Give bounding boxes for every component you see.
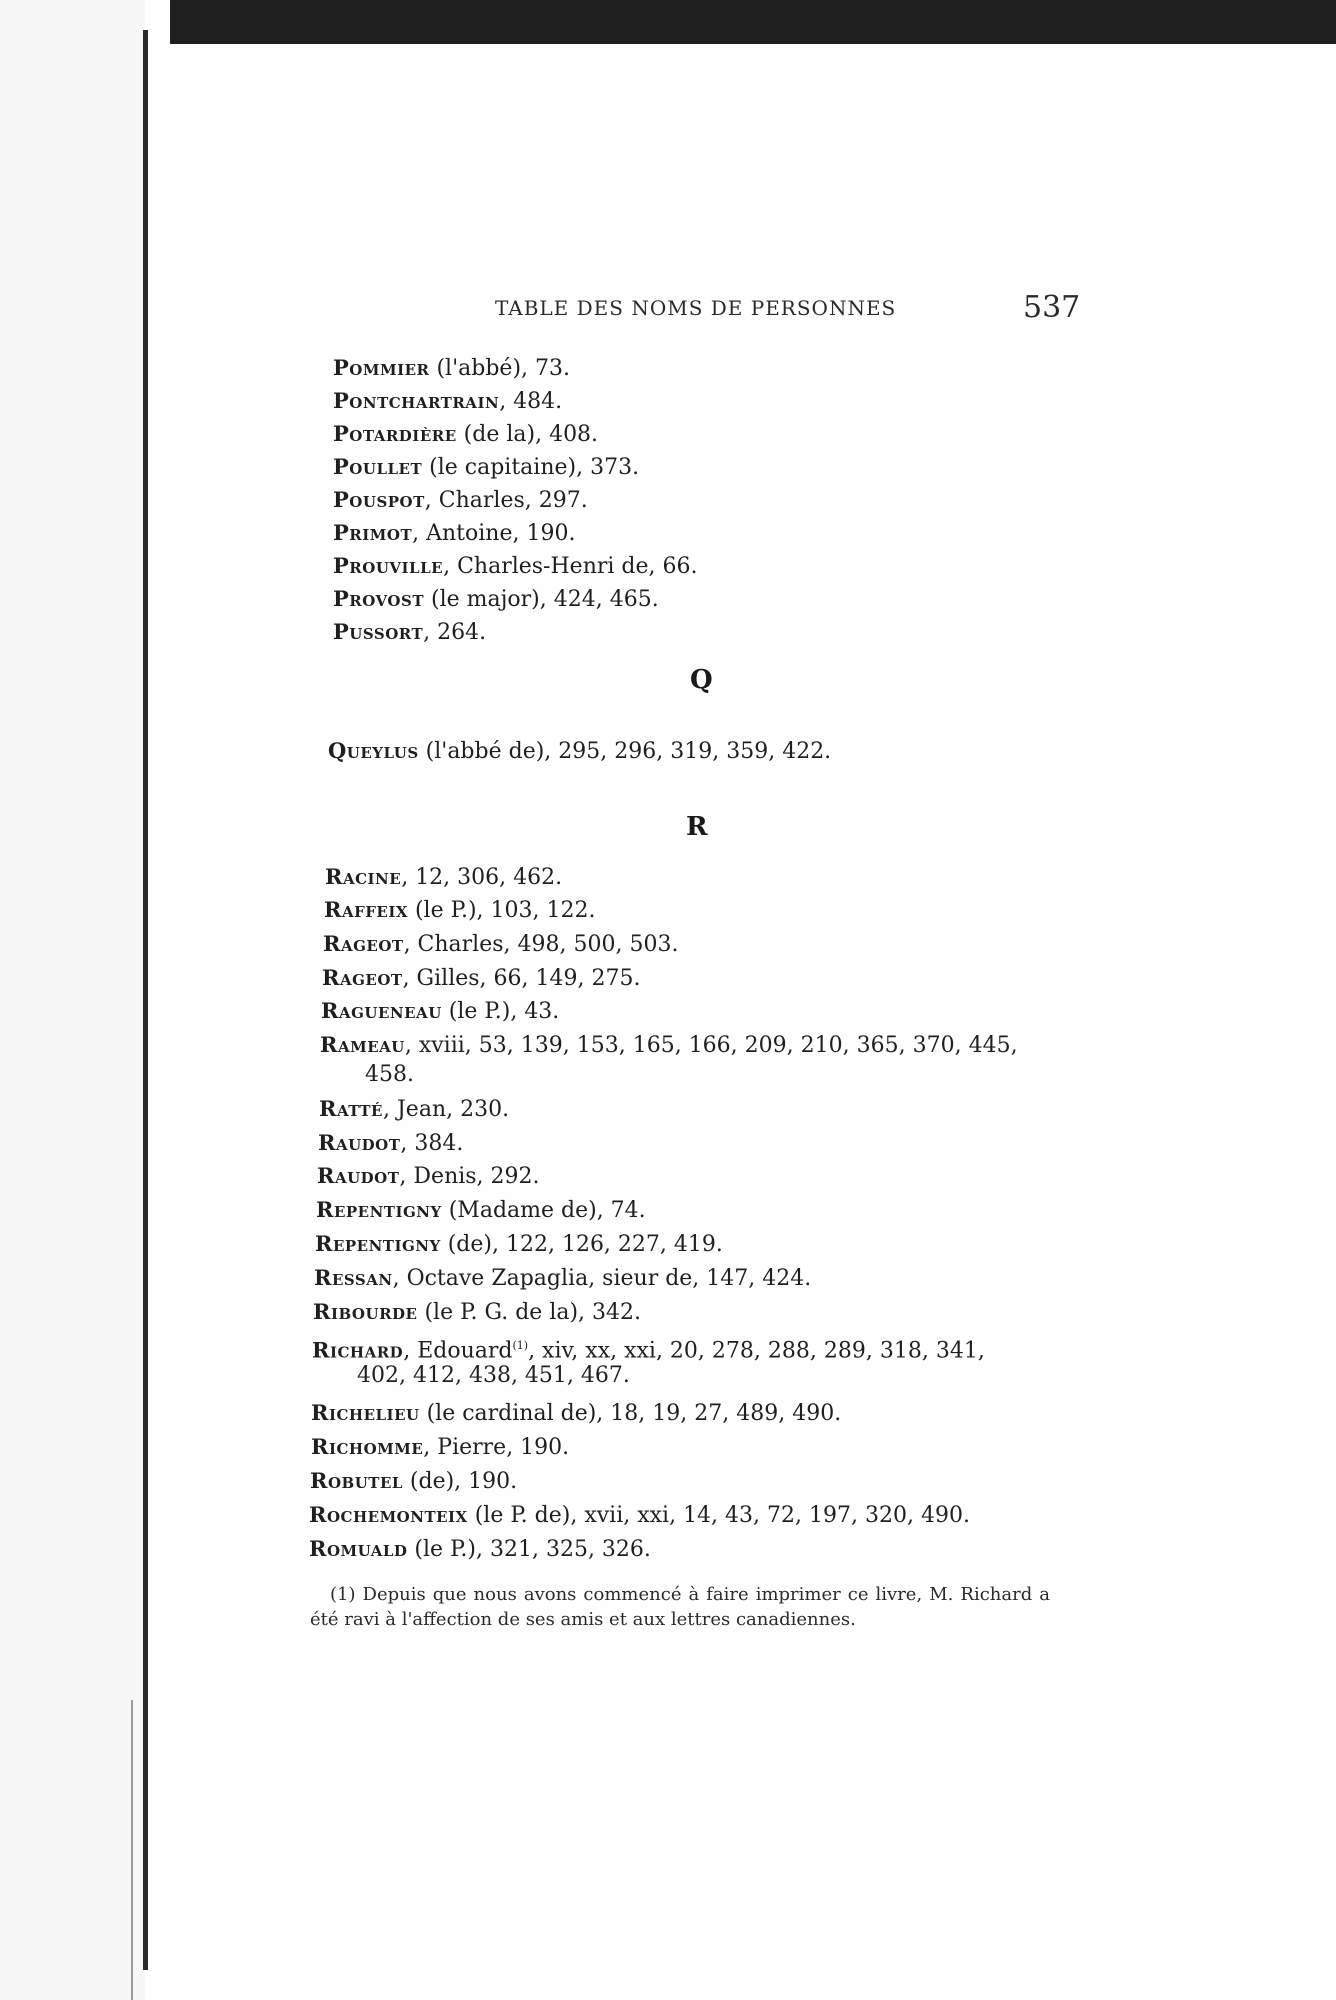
index-entry xyxy=(328,736,831,767)
entry-refs: , 264. xyxy=(423,620,487,645)
entry-name: Provost xyxy=(333,586,424,611)
entry-name: Richard xyxy=(312,1337,404,1363)
entry-name: Richomme xyxy=(311,1434,424,1459)
index-entry xyxy=(310,1466,517,1497)
entry-continuation: 402, 412, 438, 451, 467. xyxy=(357,1363,630,1388)
entry-refs: (le major), 424, 465. xyxy=(424,587,659,612)
entry-name: Raudot xyxy=(317,1163,400,1188)
entry-refs: (le P.), 321, 325, 326. xyxy=(407,1537,651,1562)
entry-name: Robutel xyxy=(310,1468,403,1493)
index-entry xyxy=(324,895,595,926)
entry-name: Richelieu xyxy=(311,1400,420,1425)
entry-refs: (de), 190. xyxy=(402,1469,518,1494)
entry-name: Rochemonteix xyxy=(309,1502,468,1527)
index-entry xyxy=(322,963,640,994)
footnote-marker: (1) xyxy=(512,1339,529,1352)
entry-name: Raudot xyxy=(318,1130,401,1155)
entry-refs: (le P.), 43. xyxy=(441,999,560,1024)
entry-name: Rameau xyxy=(320,1032,405,1057)
entry-refs: , Charles, 498, 500, 503. xyxy=(403,932,679,957)
entry-name: Ressan xyxy=(314,1265,393,1290)
entry-name: Repentigny xyxy=(315,1231,441,1256)
index-entry xyxy=(333,353,570,384)
entry-name: Ragueneau xyxy=(321,998,442,1023)
entry-name: Potardière xyxy=(333,421,457,446)
entry-refs: (le capitaine), 373. xyxy=(422,455,640,480)
index-entry xyxy=(316,1195,646,1226)
running-head: TABLE DES NOMS DE PERSONNES xyxy=(495,296,897,320)
entry-name: Rageot xyxy=(323,931,404,956)
entry-refs: , Denis, 292. xyxy=(399,1164,540,1189)
index-entry xyxy=(333,551,698,582)
entry-continuation: 458. xyxy=(365,1062,414,1087)
entry-refs: , Edouard xyxy=(403,1338,513,1364)
index-entry xyxy=(333,419,598,450)
entry-refs: , 384. xyxy=(400,1131,464,1156)
index-entry xyxy=(325,862,562,893)
index-entry xyxy=(313,1297,641,1328)
entry-name: Pussort xyxy=(333,619,424,644)
entry-refs: , 484. xyxy=(499,389,563,414)
index-entry xyxy=(321,996,559,1027)
entry-refs: , 12, 306, 462. xyxy=(401,865,563,890)
entry-name: Poullet xyxy=(333,454,423,479)
section-letter: Q xyxy=(690,665,713,695)
entry-refs: , Antoine, 190. xyxy=(412,521,576,546)
entry-name: Raffeix xyxy=(324,897,408,922)
entry-refs: (le cardinal de), 18, 19, 27, 489, 490. xyxy=(419,1401,842,1426)
index-entry xyxy=(333,584,659,615)
index-entry xyxy=(319,1094,509,1125)
index-entry xyxy=(320,1030,1018,1087)
entry-refs: , xviii, 53, 139, 153, 165, 166, 209, 210, 365, 370, 445, xyxy=(404,1033,1018,1058)
entry-name: Rageot xyxy=(322,965,403,990)
index-entry xyxy=(314,1263,811,1294)
entry-refs: , Charles-Henri de, 66. xyxy=(443,554,698,579)
index-entry xyxy=(311,1398,841,1429)
entry-refs: (le P. de), xvii, xxi, 14, 43, 72, 197, 320, 490. xyxy=(467,1503,970,1528)
entry-name: Ratté xyxy=(319,1096,383,1121)
index-entry xyxy=(333,485,588,516)
index-entry xyxy=(333,386,562,417)
index-entry xyxy=(309,1500,970,1531)
entry-refs: (le P. G. de la), 342. xyxy=(417,1300,642,1325)
entry-name: Queylus xyxy=(328,738,419,763)
index-entry xyxy=(333,617,486,648)
index-entry xyxy=(315,1229,723,1260)
entry-name: Racine xyxy=(325,864,402,889)
entry-refs: , Jean, 230. xyxy=(383,1097,510,1122)
index-entry xyxy=(317,1161,540,1192)
entry-name: Ribourde xyxy=(313,1299,418,1324)
index-entry xyxy=(318,1128,463,1159)
index-entry xyxy=(333,452,639,483)
entry-name: Repentigny xyxy=(316,1197,442,1222)
index-entry xyxy=(312,1331,985,1388)
entry-refs: , Gilles, 66, 149, 275. xyxy=(402,966,641,991)
index-entry xyxy=(309,1534,651,1565)
entry-refs: (le P.), 103, 122. xyxy=(407,898,596,923)
entry-refs: (de), 122, 126, 227, 419. xyxy=(440,1232,723,1257)
entry-name: Prouville xyxy=(333,553,444,578)
entry-refs: (l'abbé), 73. xyxy=(429,356,571,381)
entry-name: Romuald xyxy=(309,1536,408,1561)
entry-name: Pouspot xyxy=(333,487,425,512)
entry-name: Pommier xyxy=(333,355,430,380)
page-number: 537 xyxy=(1023,290,1081,325)
entry-refs: , Pierre, 190. xyxy=(423,1435,570,1460)
entry-refs: (l'abbé de), 295, 296, 319, 359, 422. xyxy=(418,739,832,764)
entry-name: Primot xyxy=(333,520,413,545)
entry-refs: , Octave Zapaglia, sieur de, 147, 424. xyxy=(392,1266,812,1291)
index-entry xyxy=(333,518,575,549)
index-entry xyxy=(311,1432,569,1463)
entry-refs: , xiv, xx, xxi, 20, 278, 288, 289, 318, 341, xyxy=(528,1338,985,1364)
index-entry xyxy=(323,929,678,960)
footnote: (1) Depuis que nous avons commencé à faire imprimer ce livre, M. Richard a été ravi à l'affection de ses amis et aux lettres canadiennes. xyxy=(310,1584,1050,1630)
entry-refs: (de la), 408. xyxy=(456,422,599,447)
entry-refs: , Charles, 297. xyxy=(424,488,588,513)
entry-refs: (Madame de), 74. xyxy=(441,1198,646,1223)
section-letter: R xyxy=(686,812,708,842)
entry-name: Pontchartrain xyxy=(333,388,500,413)
